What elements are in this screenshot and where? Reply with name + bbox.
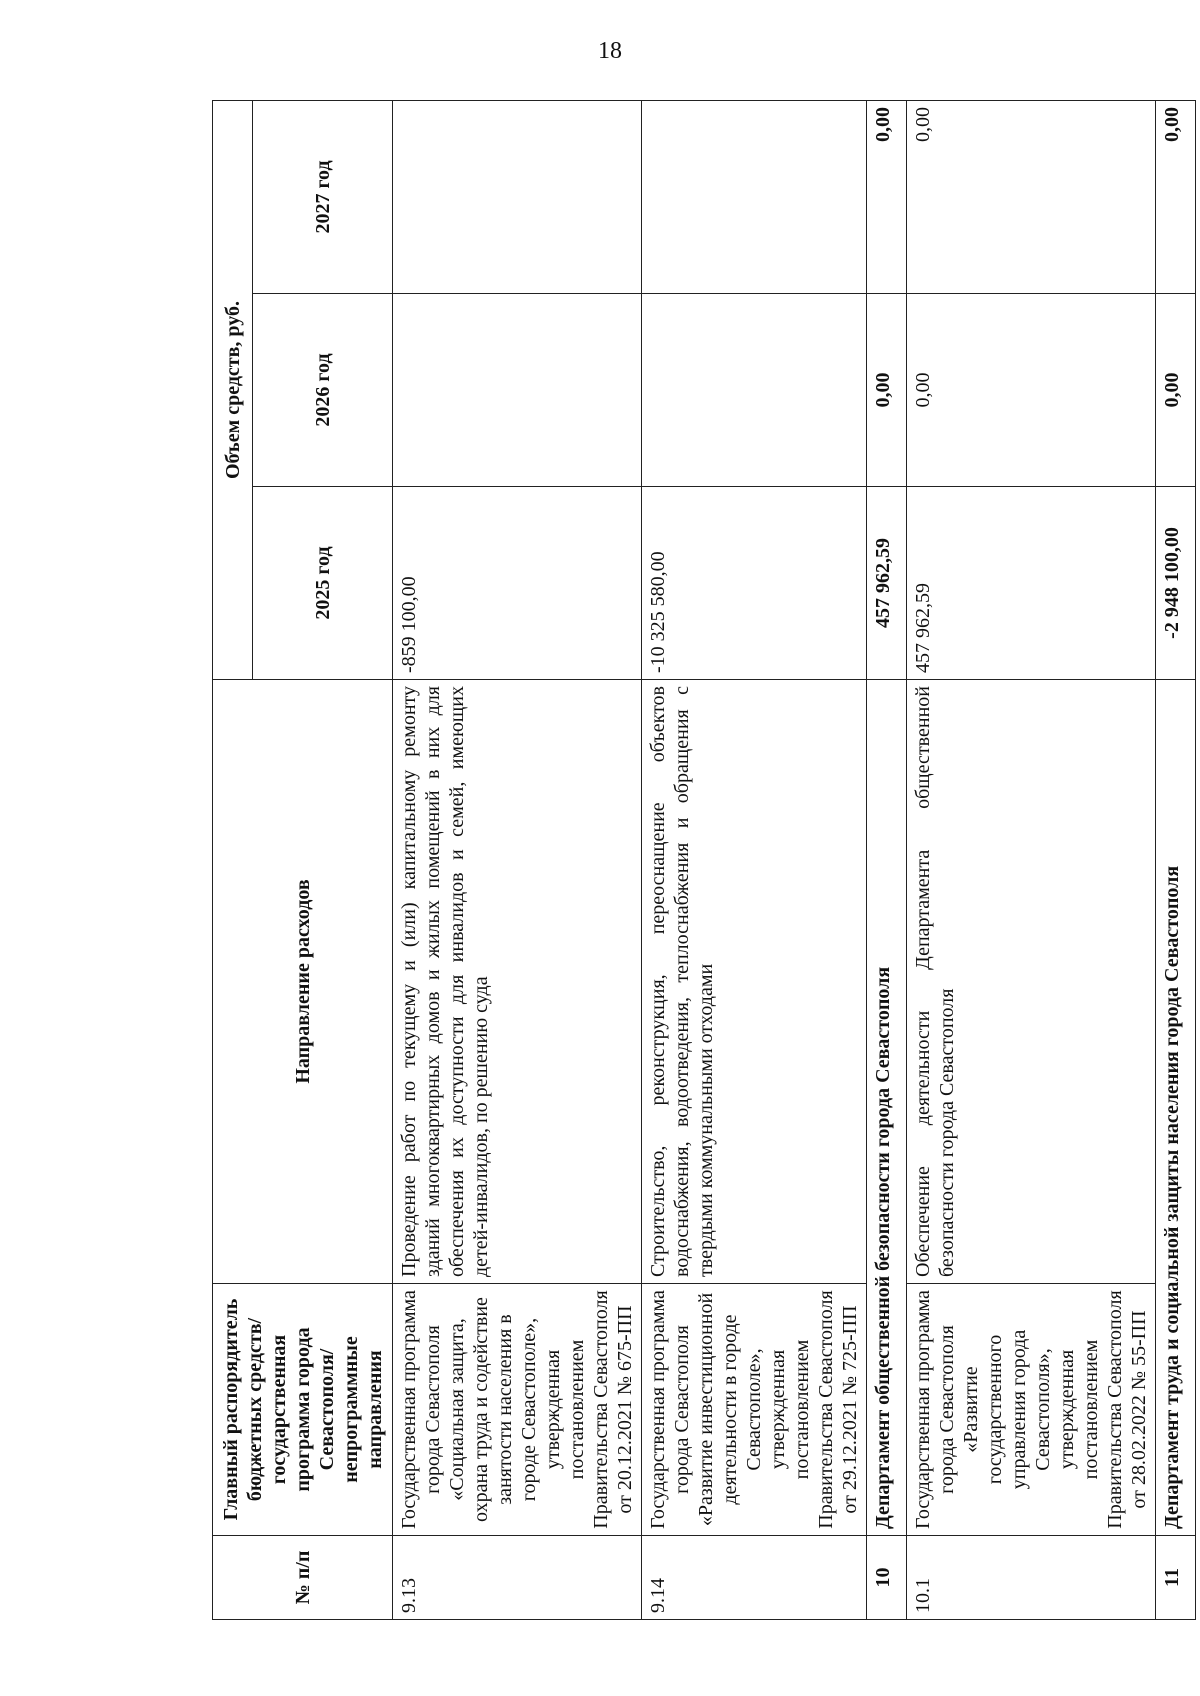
table-row-department [1156,100,1196,1619]
row-amount-2027: 0,00 [907,100,1156,293]
header-year-2026: 2026 год [253,294,393,487]
row-amount-2026 [642,294,867,487]
header-year-2027: 2027 год [253,100,393,293]
row-amount-2027: 0,00 [1156,100,1196,293]
row-direction: Обеспечение деятельности Департамента общественной безопасности города Севастополя [907,680,1156,1284]
row-org: Государственная программа города Севастополя «Развитие инвестиционной деятельности в городе Севастополе», утвержденная постановлением Правительства Севастополя от 29.12.2021 № 725-ПП [642,1284,867,1536]
row-amount-2026: 0,00 [867,294,907,487]
table-row [393,100,642,1619]
row-num: 10 [867,1536,907,1620]
row-num: 9.13 [393,1536,642,1620]
row-num: 10.1 [907,1536,1156,1620]
row-amount-2027 [393,100,642,293]
header-year-2025: 2025 год [253,487,393,680]
table-row [907,100,1156,1619]
row-amount-2025: -2 948 100,00 [1156,487,1196,680]
row-num: 9.14 [642,1536,867,1620]
table-header-row [213,100,253,1619]
table-row-department [867,100,907,1619]
header-org: Главный распорядитель бюджетных средств/государственная программа города Севастополя/непрограммные направления [213,1284,393,1536]
row-org: Государственная программа города Севастополя «Социальная защита, охрана труда и содействие занятости населения в городе Севастополе», утвержденная постановлением Правительства Севастополя от 20.12.2021 № 675-ПП [393,1284,642,1536]
rotated-table-container [212,100,1183,1620]
row-amount-2025: -10 325 580,00 [642,487,867,680]
row-amount-2026: 0,00 [1156,294,1196,487]
header-amount-group: Объем средств, руб. [213,100,253,679]
row-department-name: Департамент труда и социальной защиты населения города Севастополя [1156,680,1196,1536]
row-department-name: Департамент общественной безопасности города Севастополя [867,680,907,1536]
row-amount-2027 [642,100,867,293]
row-amount-2025: 457 962,59 [867,487,907,680]
row-amount-2026 [393,294,642,487]
row-amount-2025: 457 962,59 [907,487,1156,680]
row-amount-2026: 0,00 [907,294,1156,487]
table-row [642,100,867,1619]
row-direction: Строительство, реконструкция, переоснащение объектов водоснабжения, водоотведения, теплоснабжения и обращения с твердыми коммунальными отходами [642,680,867,1284]
header-num: № п/п [213,1536,393,1620]
row-amount-2025: -859 100,00 [393,487,642,680]
page-number: 18 [598,38,622,64]
row-direction: Проведение работ по текущему и (или) капитальному ремонту зданий многоквартирных домов и жилых помещений в них для обеспечения их доступности для инвалидов и семей, имеющих детей-инвалидов, по решению суда [393,680,642,1284]
budget-table [212,100,1196,1620]
header-direction: Направление расходов [213,680,393,1284]
row-org: Государственная программа города Севастополя «Развитие государственного управления города Севастополя», утвержденная постановлением Правительства Севастополя от 28.02.2022 № 55-ПП [907,1284,1156,1536]
row-num: 11 [1156,1536,1196,1620]
row-amount-2027: 0,00 [867,100,907,293]
